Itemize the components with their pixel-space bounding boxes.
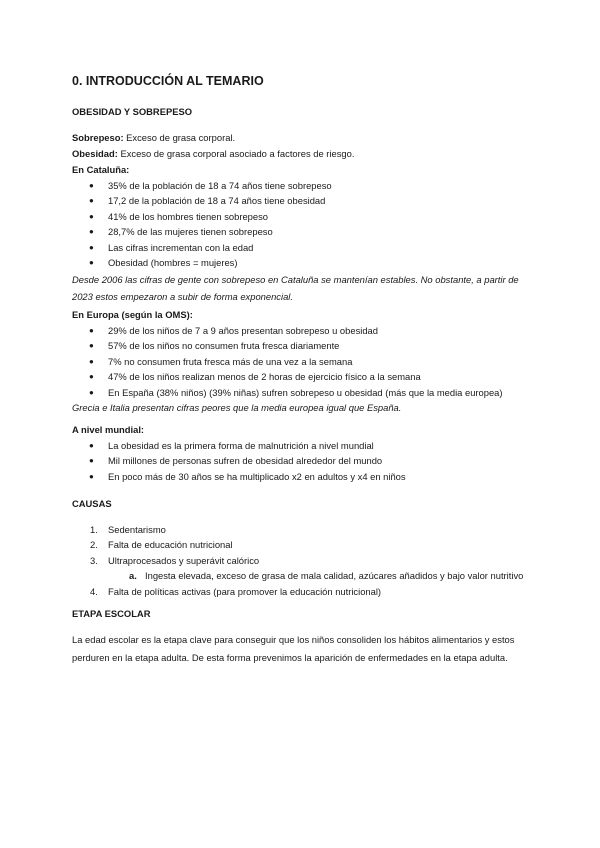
list-cataluna <box>72 178 532 272</box>
list-causas <box>72 522 532 599</box>
list-europa <box>72 323 532 401</box>
section-europa <box>72 307 532 416</box>
list-number: 2. <box>90 539 98 551</box>
list-number: 1. <box>90 524 98 535</box>
definition-text: Exceso de grasa corporal. <box>123 132 236 143</box>
list-item: ● 41% de los hombres tienen sobrepeso <box>72 209 532 225</box>
subheading-cataluna: En Cataluña: <box>72 164 130 175</box>
definition-sobrepeso <box>72 130 532 146</box>
list-number: 3. <box>90 554 98 566</box>
paragraph-escolar: La edad escolar es la etapa clave para conseguir que los niños consoliden los hábitos alimentarios y estos perduren en la etapa adulta. De esta forma prevenimos la aparición de enfermedades en la etapa adulta. <box>72 634 515 663</box>
list-item: ● Obesidad (hombres = mujeres) <box>72 255 532 271</box>
subheading-mundial: A nivel mundial: <box>72 424 145 435</box>
list-item: ● Mil millones de personas sufren de obesidad alrededor del mundo <box>72 453 532 469</box>
section-heading-causas: CAUSAS <box>72 498 112 509</box>
list-item-text: Sedentarismo <box>108 524 166 535</box>
note-europa: Grecia e Italia presentan cifras peores que la media europea igual que España. <box>72 402 402 414</box>
sub-list-item-text: Ingesta elevada, exceso de grasa de mala calidad, azúcares añadidos y bajo valor nutritivo <box>145 570 524 582</box>
definition-term: Sobrepeso: <box>72 132 124 143</box>
list-item: ● 57% de los niños no consumen fruta fresca diariamente <box>72 338 532 354</box>
list-item <box>72 522 532 537</box>
definition-obesidad <box>72 146 532 162</box>
sub-list-item <box>72 568 532 583</box>
list-item: ● 29% de los niños de 7 a 9 años presentan sobrepeso u obesidad <box>72 323 532 339</box>
section-mundial <box>72 422 532 484</box>
page-title: 0. INTRODUCCIÓN AL TEMARIO <box>72 74 264 88</box>
list-item <box>72 584 532 599</box>
list-item: ● 47% de los niños realizan menos de 2 horas de ejercicio físico a la semana <box>72 369 532 385</box>
list-item: ● 17,2 de la población de 18 a 74 años tiene obesidad <box>72 193 532 209</box>
list-item-text: Falta de educación nutricional <box>108 539 233 551</box>
section-cataluna <box>72 162 532 305</box>
list-item: ● En España (38% niños) (39% niñas) sufren sobrepeso u obesidad (más que la media europea) <box>72 385 532 401</box>
list-item: ● 7% no consumen fruta fresca más de una vez a la semana <box>72 354 532 370</box>
list-item <box>72 537 532 552</box>
list-item: ● En poco más de 30 años se ha multiplicado x2 en adultos y x4 en niños <box>72 469 532 485</box>
section-causas <box>72 498 532 599</box>
list-item: ● Las cifras incrementan con la edad <box>72 240 532 256</box>
subheading-europa: En Europa (según la OMS): <box>72 309 193 320</box>
list-item: ● La obesidad es la primera forma de malnutrición a nivel mundial <box>72 438 532 454</box>
list-item-text: Falta de políticas activas (para promover la educación nutricional) <box>108 585 382 597</box>
list-mundial <box>72 438 532 485</box>
section-heading-escolar: ETAPA ESCOLAR <box>72 608 151 619</box>
list-number: 4. <box>90 585 98 597</box>
list-item: ● 28,7% de las mujeres tienen sobrepeso <box>72 224 532 240</box>
sub-list-letter: a. <box>129 570 137 582</box>
section-escolar <box>72 608 532 666</box>
list-item: ● 35% de la población de 18 a 74 años tiene sobrepeso <box>72 178 532 194</box>
section-heading-obesidad: OBESIDAD Y SOBREPESO <box>72 106 192 117</box>
note-cataluna: Desde 2006 las cifras de gente con sobrepeso en Cataluña se mantenían estables. No obstante, a partir de 2023 estos empezaron a subir de forma exponencial. <box>72 274 519 303</box>
definition-text: Exceso de grasa corporal asociado a factores de riesgo. <box>117 147 355 159</box>
section-obesidad <box>72 106 532 161</box>
list-item-text: Ultraprocesados y superávit calórico <box>108 554 260 566</box>
list-item <box>72 553 532 568</box>
definition-term: Obesidad: <box>72 147 118 159</box>
